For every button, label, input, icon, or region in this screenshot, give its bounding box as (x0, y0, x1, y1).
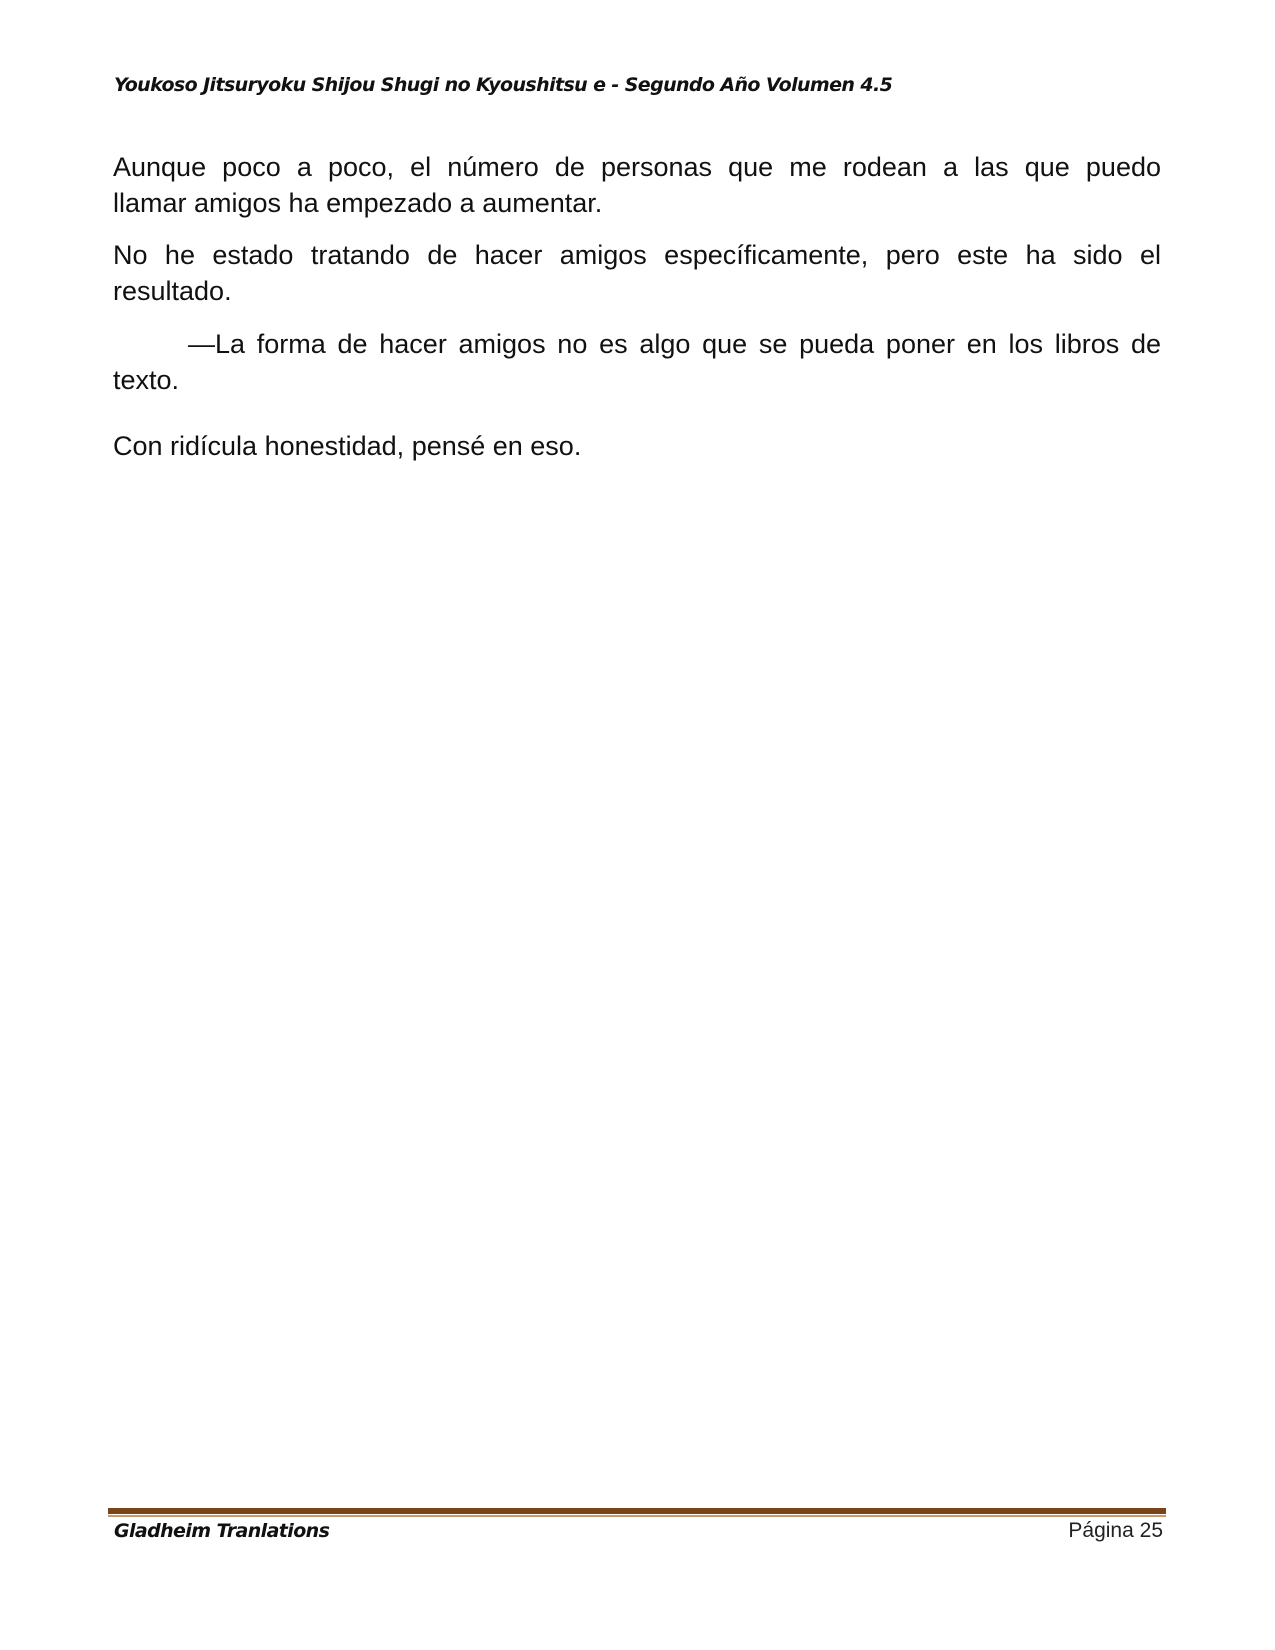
paragraph-line: Aunque poco a poco, el número de personas que me rodean a las que puedo (113, 152, 1161, 182)
paragraph-line: llamar amigos ha empezado a aumentar. (113, 188, 603, 218)
paragraph-line: —La forma de hacer amigos no es algo que se pueda poner en los libros de (188, 329, 1161, 359)
paragraph-line: resultado. (113, 276, 232, 306)
page-number (1068, 1519, 1163, 1543)
footer-rule-thin (108, 1515, 1166, 1517)
paragraph-line: No he estado tratando de hacer amigos específicamente, pero este ha sido el (113, 240, 1161, 270)
page-label: Página (1068, 1519, 1134, 1542)
footer-rule (108, 1508, 1166, 1514)
paragraph-line: Con ridícula honestidad, pensé en eso. (113, 431, 582, 461)
paragraph-line: texto. (113, 365, 180, 395)
page-number-value: 25 (1139, 1519, 1163, 1542)
footer-credit: Gladheim Tranlations (114, 1520, 330, 1542)
running-header: Youkoso Jitsuryoku Shijou Shugi no Kyoushitsu e - Segundo Año Volumen 4.5 (114, 74, 893, 96)
